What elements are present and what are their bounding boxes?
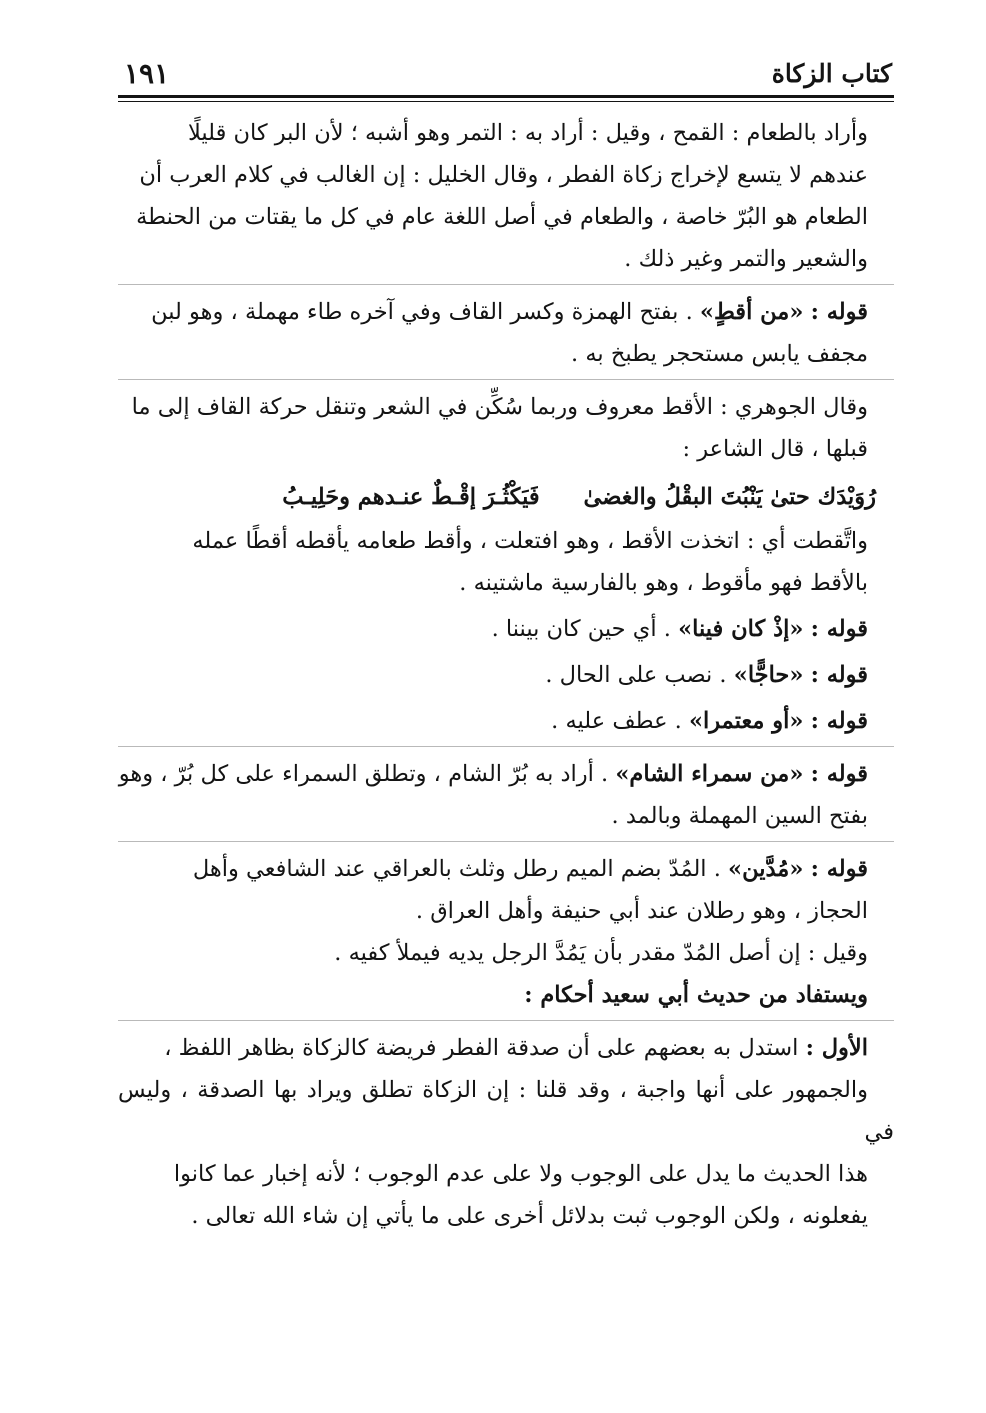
poetry-verse	[118, 476, 894, 518]
page-header	[118, 56, 894, 96]
text-line	[118, 654, 894, 696]
text-line: يفعلونه ، ولكن الوجوب ثبت بدلائل أخرى على ما يأتي إن شاء الله تعالى .	[191, 1203, 868, 1229]
text-line	[118, 608, 894, 650]
quoted-term: «مُدَّين»	[728, 856, 804, 882]
text-line: الطعام هو البُرّ خاصة ، والطعام في أصل اللغة عام في كل ما يقتات من الحنطة	[136, 204, 868, 230]
text-line: بفتح السين المهملة وبالمد .	[611, 803, 868, 829]
text-line	[118, 753, 894, 795]
paragraph-hajjan	[118, 654, 894, 696]
commentary-body	[118, 112, 894, 1237]
paragraph-ittaqat	[118, 520, 894, 604]
entry-label: الأول :	[805, 1035, 868, 1061]
paragraph-idh-kana	[118, 608, 894, 650]
text-run: . بفتح الهمزة وكسر القاف وفي آخره طاء مهملة ، وهو لبن	[151, 299, 700, 325]
paragraph-samra	[118, 746, 894, 837]
text-line	[118, 700, 894, 742]
entry-label: قوله :	[810, 616, 868, 642]
paragraph-food-meaning	[118, 112, 894, 280]
text-line: وقال الجوهري : الأقط معروف وربما سُكِّن في الشعر وتنقل حركة القاف إلى ما	[131, 394, 868, 420]
text-run: . أراد به بُرّ الشام ، وتطلق السمراء على كل بُرّ ، وهو	[118, 761, 616, 787]
text-run: . المُدّ بضم الميم رطل وثلث بالعراقي عند الشافعي وأهل	[192, 856, 729, 882]
paragraph-mudd-origin	[118, 932, 894, 974]
header-rule-thin	[118, 101, 894, 102]
text-line: قبلها ، قال الشاعر :	[682, 436, 868, 462]
paragraph-muddayn	[118, 841, 894, 932]
text-line	[118, 848, 894, 890]
text-run: . نصب على الحال .	[545, 662, 734, 688]
entry-label: قوله :	[810, 761, 868, 787]
entry-label: قوله :	[810, 856, 868, 882]
text-line: عندهم لا يتسع لإخراج زكاة الفطر ، وقال الخليل : إن الغالب في كلام العرب أن	[139, 162, 868, 188]
quoted-term: «إذْ كان فينا»	[678, 616, 804, 642]
section-heading: ويستفاد من حديث أبي سعيد أحكام :	[524, 982, 868, 1008]
quoted-term: «حاجًّا»	[733, 662, 804, 688]
text-line: مجفف يابس مستحجر يطبخ به .	[571, 341, 868, 367]
text-run: . عطف عليه .	[551, 708, 689, 734]
page-number: ١٩١	[124, 57, 170, 90]
text-line: والجمهور على أنها واجبة ، وقد قلنا : إن الزكاة تطلق ويراد بها الصدقة ، وليس في	[118, 1077, 894, 1145]
text-line: الحجاز ، وهو رطلان عند أبي حنيفة وأهل العراق .	[415, 898, 868, 924]
entry-label: قوله :	[810, 708, 868, 734]
text-line	[118, 1027, 894, 1069]
quoted-term: «أو معتمرا»	[688, 708, 804, 734]
verse-first-hemistich: رُوَيْدَك حتىٰ يَنْبُتَ البقْلُ والغضىٰ	[583, 484, 876, 510]
text-line: واتَّقطت أي : اتخذت الأقط ، وهو افتعلت ، وأقط طعامه يأقطه أقطًا عمله	[192, 528, 868, 554]
running-title: كتاب الزكاة	[771, 59, 892, 88]
entry-label: قوله :	[810, 299, 868, 325]
paragraph-mutamiran	[118, 700, 894, 742]
quoted-term: «من أقطٍ»	[699, 299, 804, 325]
quoted-term: «من سمراء الشام»	[615, 761, 804, 787]
text-line: والشعير والتمر وغير ذلك .	[624, 246, 868, 272]
paragraph-jawhari	[118, 379, 894, 470]
entry-label: قوله :	[810, 662, 868, 688]
header-rule-thick	[118, 95, 894, 98]
text-run: . أي حين كان بيننا .	[491, 616, 679, 642]
text-run: استدل به بعضهم على أن صدقة الفطر فريضة كالزكاة بظاهر اللفظ ،	[164, 1035, 806, 1061]
text-line: وأراد بالطعام : القمح ، وقيل : أراد به : التمر وهو أشبه ؛ لأن البر كان قليلًا	[187, 120, 868, 146]
paragraph-aqit	[118, 284, 894, 375]
paragraph-first-ruling	[118, 1020, 894, 1237]
text-line: هذا الحديث ما يدل على الوجوب ولا على عدم الوجوب ؛ لأنه إخبار عما كانوا	[173, 1161, 868, 1187]
text-line: بالأقط فهو مأقوط ، وهو بالفارسية ماشتينه .	[459, 570, 868, 596]
verse-second-hemistich: فَيَكْثُـرَ إقْـطٌ عنـدهم وحَلِيـبُ	[282, 484, 540, 510]
text-line	[118, 291, 894, 333]
text-line: وقيل : إن أصل المُدّ مقدر بأن يَمُدَّ الرجل يديه فيملأ كفيه .	[334, 940, 868, 966]
